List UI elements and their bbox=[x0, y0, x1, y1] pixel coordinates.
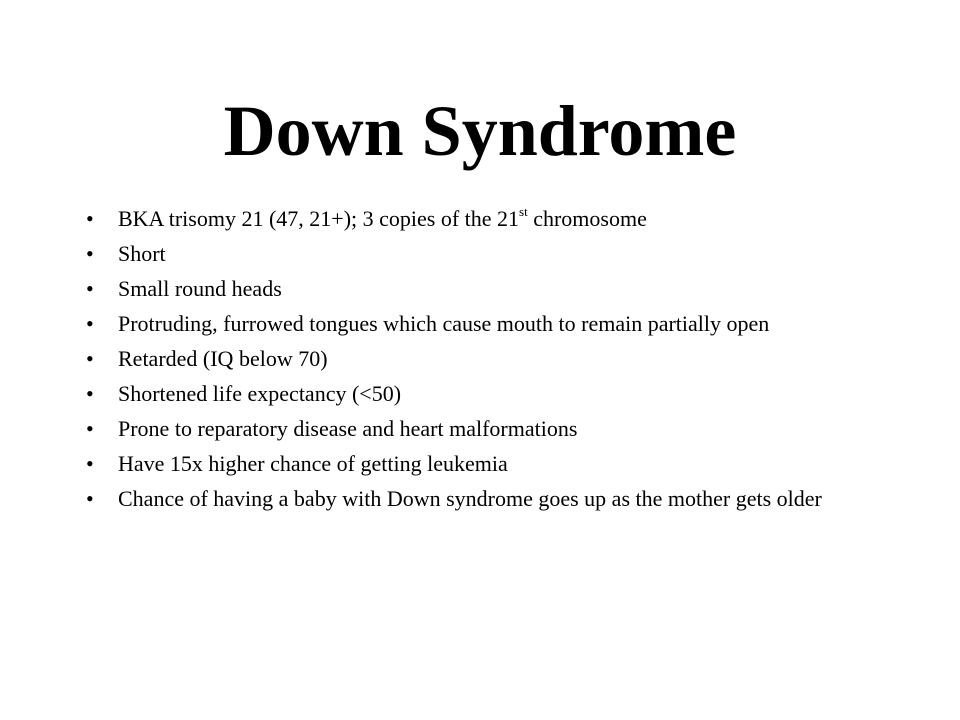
bullet-text: Prone to reparatory disease and heart malformations bbox=[118, 416, 578, 441]
bullet-item-disease bbox=[86, 418, 876, 440]
bullet-text: Have 15x higher chance of getting leukemia bbox=[118, 451, 508, 476]
bullet-item-retarded bbox=[86, 348, 876, 370]
bullet-item-trisomy bbox=[86, 203, 876, 231]
bullet-icon: • bbox=[86, 381, 94, 406]
bullet-icon: • bbox=[86, 346, 94, 371]
bullet-list bbox=[86, 203, 876, 523]
bullet-item-mother-age bbox=[86, 488, 876, 510]
bullet-text: Short bbox=[118, 241, 166, 266]
bullet-text: BKA trisomy 21 (47, 21+); 3 copies of the 21 bbox=[118, 206, 520, 231]
bullet-text: Small round heads bbox=[118, 276, 282, 301]
bullet-text: Shortened life expectancy (<50) bbox=[118, 381, 402, 406]
bullet-text: Retarded (IQ below 70) bbox=[118, 346, 328, 371]
bullet-text-suffix: chromosome bbox=[527, 206, 647, 231]
bullet-icon: • bbox=[86, 486, 94, 511]
bullet-item-life-expectancy bbox=[86, 383, 876, 405]
bullet-icon: • bbox=[86, 416, 94, 441]
bullet-icon: • bbox=[86, 451, 94, 476]
bullet-icon: • bbox=[86, 206, 94, 231]
slide-title: Down Syndrome bbox=[223, 91, 737, 171]
bullet-icon: • bbox=[86, 311, 94, 336]
bullet-text: Protruding, furrowed tongues which cause mouth to remain partially open bbox=[118, 311, 770, 336]
bullet-superscript: st bbox=[519, 203, 528, 219]
bullet-item-tongues bbox=[86, 313, 876, 335]
bullet-icon: • bbox=[86, 241, 94, 266]
bullet-item-short bbox=[86, 243, 876, 265]
bullet-item-small-heads bbox=[86, 278, 876, 300]
bullet-item-leukemia bbox=[86, 453, 876, 475]
bullet-icon: • bbox=[86, 276, 94, 301]
bullet-text: Chance of having a baby with Down syndrome goes up as the mother gets older bbox=[118, 486, 822, 511]
